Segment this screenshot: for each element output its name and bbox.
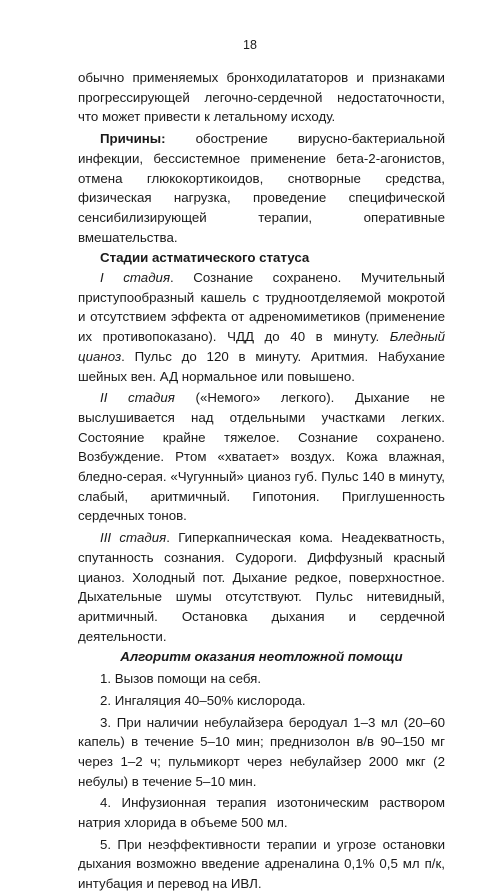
stage-3-text: . Гиперкапническая кома. Неадекватность, спутанность сознания. Судороги. Диффузный красный цианоз. Холодный пот. Дыхание редкое, поверхностное. Дыхательные шумы отсутствуют. Пульс нитевидный, аритмичный. Остановка дыхания и сердечной деятельности. — [78, 530, 445, 644]
stage-1-text-2: . Пульс до 120 в минуту. Аритмия. Набухание шейных вен. АД нормальное или повышено. — [78, 348, 445, 384]
stage-1-paragraph — [78, 268, 445, 386]
causes-paragraph — [78, 129, 445, 247]
algorithm-item-1: 1. Вызов помощи на себя. — [100, 671, 262, 687]
page-number: 18 — [243, 38, 257, 52]
stage-1-label: I стадия — [100, 270, 171, 286]
stage-2-label: II стадия — [100, 390, 175, 406]
stage-2-text: («Немого» легкого). Дыхание не выслушивается над отдельными участками легких. Состояние крайне тяжелое. Сознание сохранено. Возбуждение. Ртом «хватает» воздух. Кожа влажная, бледно-серая. «Чугунный» цианоз губ. Пульс 140 в минуту, слабый, аритмичный. Гипотония. Приглушенность сердечных тонов. — [78, 390, 445, 524]
algorithm-item-2: 2. Ингаляция 40–50% кислорода. — [100, 692, 306, 708]
stage-3-label: III стадия — [100, 530, 167, 546]
algorithm-item-4: 4. Инфузионная терапия изотоническим раствором натрия хлорида в объеме 500 мл. — [78, 795, 445, 831]
algorithm-item-5: 5. При неэффективности терапии и угрозе остановки дыхания возможно введение адреналина 0,1% 0,5 мл п/к, интубация и перевод на ИВЛ. — [78, 836, 445, 892]
page-body — [78, 68, 445, 894]
intro-paragraph: обычно применяемых бронходилататоров и признаками прогрессирующей легочно-сердечной недостаточности, что может привести к летальному исходу. — [78, 70, 445, 125]
stage-1-emphasis: Бледный цианоз — [78, 329, 445, 364]
stage-1-text-1: . Сознание сохранено. Мучительный приступообразный кашель с трудноотделяемой мокротой и отсутствием эффекта от адреномиметиков (применение их противопоказано). ЧДД до 40 в минуту. — [78, 270, 445, 345]
causes-text: обострение вирусно-бактериальной инфекции, бессистемное применение бета-2-агонистов, отмена глюкокортикоидов, снотворные средства, физическая нагрузка, проведение специфической сенсибилизирующей терапии, оперативные вмешательства. — [78, 131, 445, 245]
stages-heading: Стадии астматического статуса — [100, 250, 310, 266]
algorithm-item-3: 3. При наличии небулайзера беродуал 1–3 мл (20–60 капель) в течение 5–10 мин; преднизолон в/в 90–150 мг через 1–2 ч; пульмикорт через небулайзер 2000 мкг (2 небулы) в течение 5–10 мин. — [78, 714, 445, 789]
stage-3-paragraph — [78, 528, 445, 646]
causes-label: Причины: — [100, 131, 166, 147]
algorithm-heading: Алгоритм оказания неотложной помощи — [120, 649, 403, 665]
stage-2-paragraph — [78, 388, 445, 526]
